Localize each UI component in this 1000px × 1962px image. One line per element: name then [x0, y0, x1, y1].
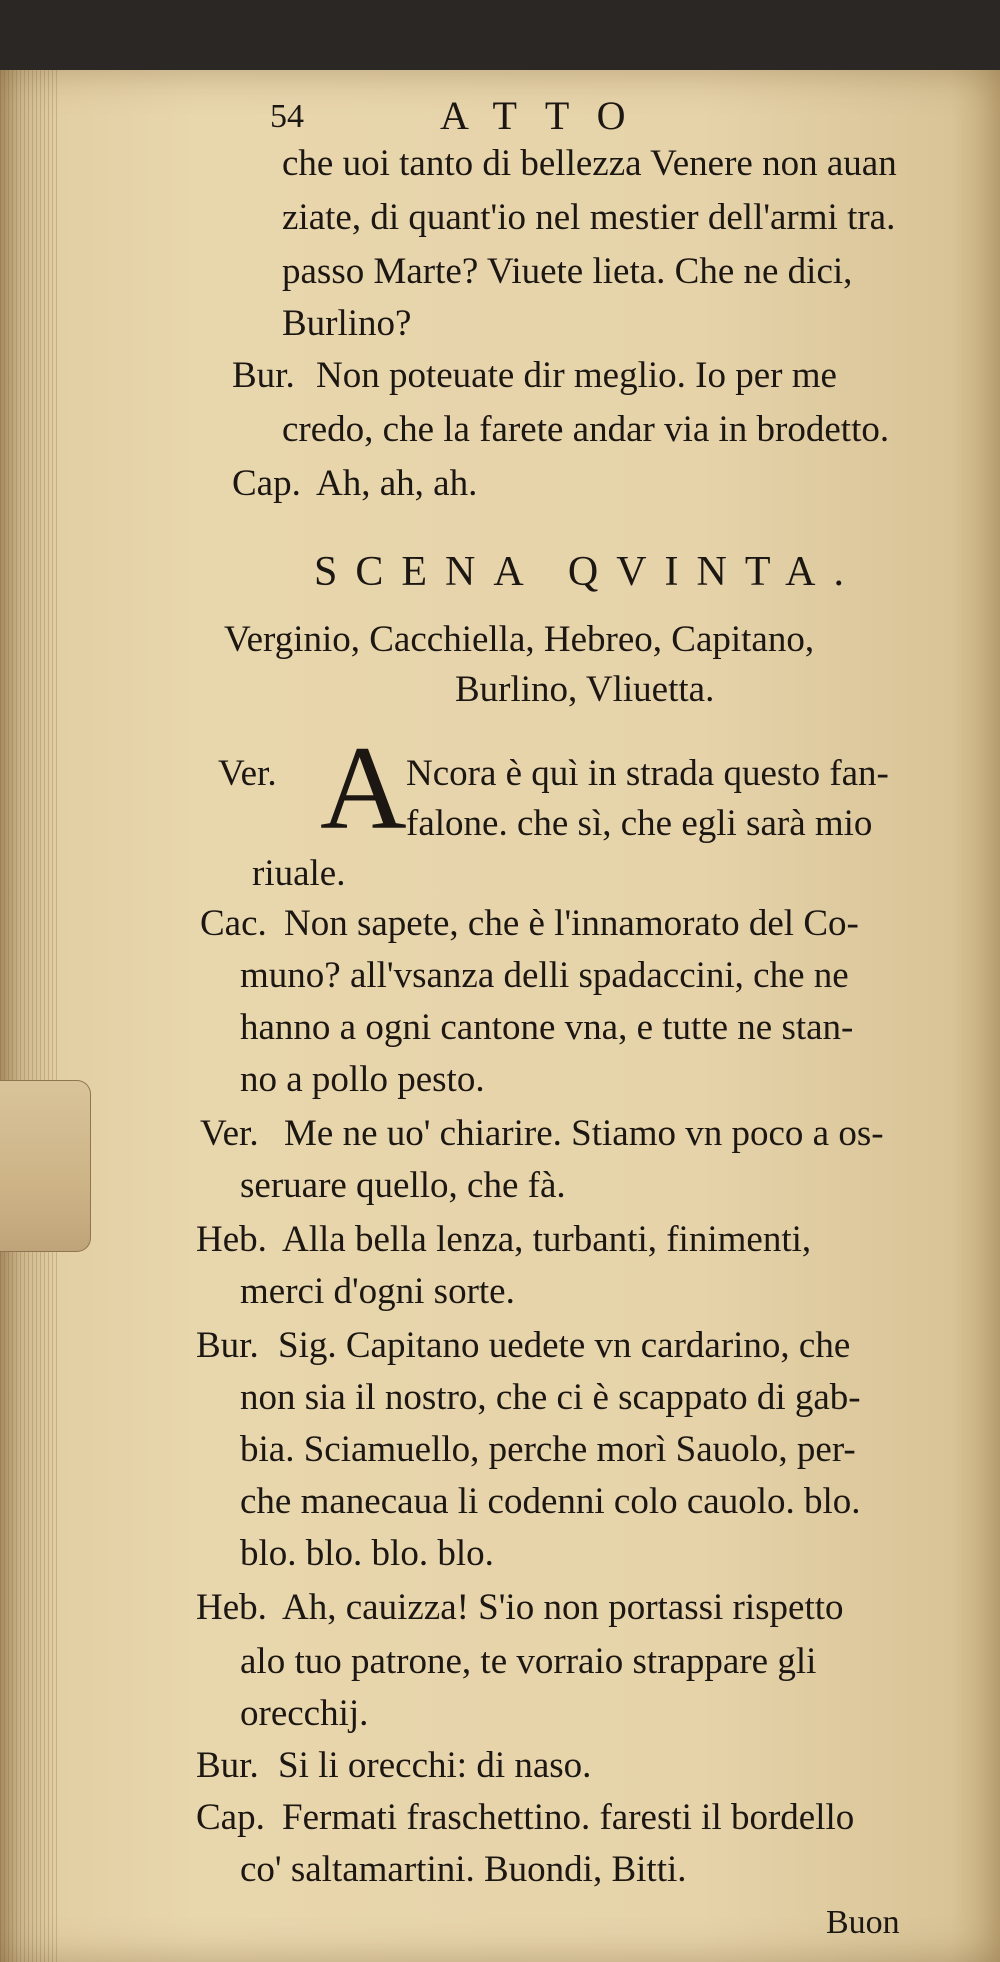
text-line: co' saltamartini. Buondi, Bitti.: [240, 1849, 687, 1890]
text-line: Fermati fraschettino. faresti il bordello: [282, 1797, 855, 1838]
text-line: Non poteuate dir meglio. Io per me: [316, 355, 837, 396]
text-line: Non sapete, che è l'innamorato del Co-: [284, 903, 859, 944]
text-line: che uoi tanto di bellezza Venere non auan: [282, 143, 897, 184]
text-line: ziate, di quant'io nel mestier dell'armi tra.: [282, 197, 896, 238]
text-line: credo, che la farete andar via in brodetto.: [282, 409, 890, 450]
text-line: Sig. Capitano uedete vn cardarino, che: [278, 1325, 851, 1366]
running-title: ATTO: [440, 93, 654, 138]
text-line: Alla bella lenza, turbanti, finimenti,: [282, 1219, 812, 1260]
text-line: merci d'ogni sorte.: [240, 1271, 515, 1312]
text-line: riuale.: [252, 853, 346, 894]
speaker-label: Ver.: [200, 1113, 259, 1154]
page-number: 54: [270, 98, 304, 135]
text-line: hanno a ogni cantone vna, e tutte ne stan-: [240, 1007, 854, 1048]
text-line: orecchij.: [240, 1693, 369, 1734]
speaker-label: Bur.: [196, 1325, 259, 1366]
scene-characters: Verginio, Cacchiella, Hebreo, Capitano,: [224, 619, 815, 660]
catchword: Buon: [826, 1904, 900, 1941]
text-line: Ah, ah, ah.: [316, 463, 478, 504]
text-line: Si li orecchi: di naso.: [278, 1745, 592, 1786]
text-line: muno? all'vsanza delli spadaccini, che ne: [240, 955, 849, 996]
text-line: passo Marte? Viuete lieta. Che ne dici,: [282, 251, 853, 292]
speaker-label: Cap.: [196, 1797, 265, 1838]
speaker-label: Heb.: [196, 1219, 267, 1260]
speaker-label: Bur.: [232, 355, 295, 396]
speaker-label: Cac.: [200, 903, 267, 944]
scene-title: SCENA QVINTA.: [314, 549, 862, 595]
drop-cap: A: [320, 721, 407, 854]
text-line: bia. Sciamuello, perche morì Sauolo, per-: [240, 1429, 856, 1470]
speaker-label: Bur.: [196, 1745, 259, 1786]
speaker-label: Ver.: [218, 753, 277, 794]
speaker-label: Heb.: [196, 1587, 267, 1628]
text-line: falone. che sì, che egli sarà mio: [406, 803, 873, 844]
text-line: seruare quello, che fà.: [240, 1165, 566, 1206]
text-line: Me ne uo' chiarire. Stiamo vn poco a os-: [284, 1113, 884, 1154]
text-line: blo. blo. blo. blo.: [240, 1533, 494, 1574]
speaker-label: Cap.: [232, 463, 301, 504]
scene-characters: Burlino, Vliuetta.: [455, 669, 715, 710]
text-line: no a pollo pesto.: [240, 1059, 485, 1100]
text-line: Burlino?: [282, 303, 412, 344]
text-line: alo tuo patrone, te vorraio strappare gli: [240, 1641, 817, 1682]
text-line: Ncora è quì in strada questo fan-: [406, 753, 889, 794]
text-line: non sia il nostro, che ci è scappato di gab-: [240, 1377, 861, 1418]
text-line: che manecaua li codenni colo cauolo. blo.: [240, 1481, 861, 1522]
text-line: Ah, cauizza! S'io non portassi rispetto: [282, 1587, 844, 1628]
